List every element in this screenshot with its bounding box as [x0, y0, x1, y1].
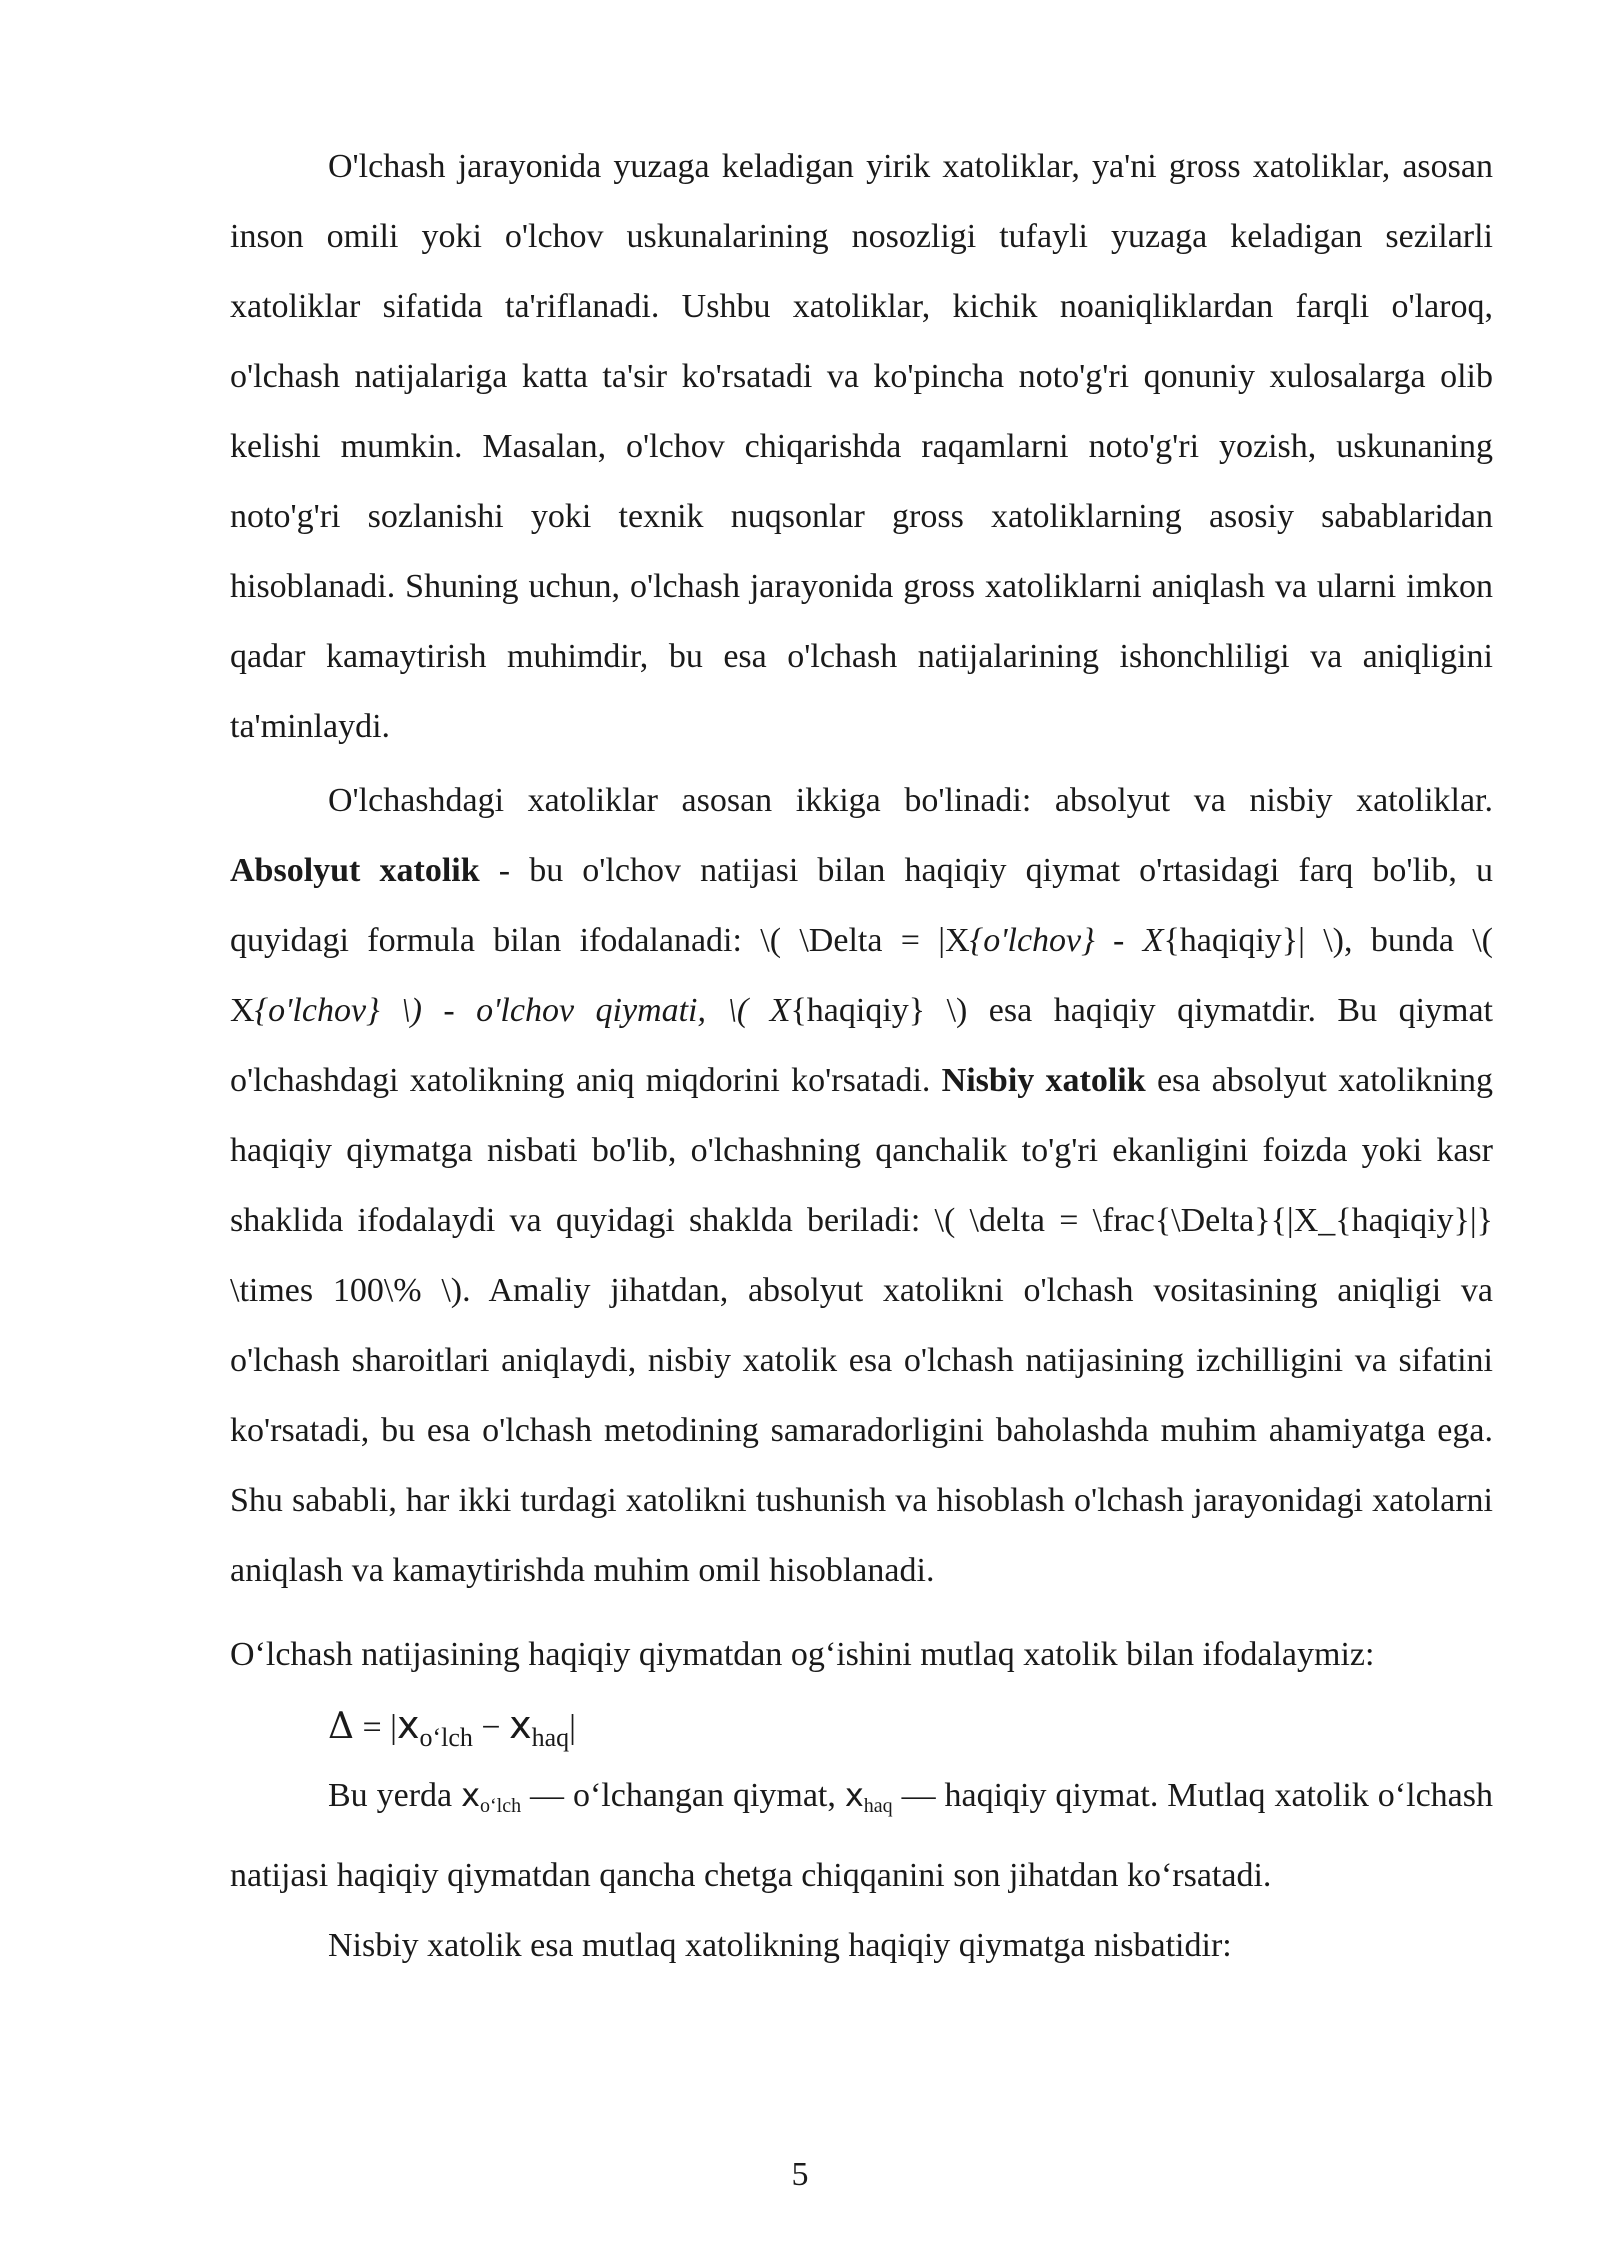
formula-subscript: haq [531, 1723, 570, 1752]
term-absolute-error: Absolyut xatolik [230, 852, 480, 889]
inline-variable: x [844, 1776, 864, 1814]
document-page [230, 132, 1493, 1981]
paragraph-error-types [230, 766, 1493, 1606]
page-number: 5 [791, 2156, 809, 2193]
text-run: Bu yerda [328, 1777, 462, 1814]
inline-variable: x [461, 1776, 480, 1814]
text-run: — o‘lchangan qiymat, [521, 1777, 845, 1814]
absolute-error-formula [230, 1690, 1493, 1760]
text-run: — haqiqiy qiymat. Mutlaq xatolik o‘lchash natijasi haqiqiy qiymatdan qancha chetga chiqqanini son jihatdan ko‘rsatadi. [230, 1777, 1493, 1894]
formula-bar: | [569, 1709, 576, 1746]
text-run: {haqiqiy} \) esa haqiqiy qiymatdir. Bu qiymat o'lchashdagi xatolikning aniq miqdorini ko'rsatadi. [230, 992, 1494, 1099]
text-run: esa absolyut xatolikning haqiqiy qiymatga nisbati bo'lib, o'lchashning qanchalik to'g'ri ekanligini foizda yoki kasr shaklida ifodalaydi va quyidagi shaklda beriladi: \( \delta = \frac{\Delta}{|X_{haqiqiy}|} \times 100\% \). Amaliy jihatdan, absolyut xatolikni o'lchash vositasining aniqligi va o'lchash sharoitlari aniqlaydi, nisbiy xatolik esa o'lchash natijasining izchilligini va sifatini ko'rsatadi, bu esa o'lchash metodining samaradorligini baholashda muhim ahamiyatga ega. Shu sababli, har ikki turdagi xatolikni tushunish va hisoblash o'lchash jarayonidagi xatolarni aniqlash va kamaytirishda muhim omil hisoblanadi. [230, 1062, 1493, 1589]
paragraph-relative-intro: Nisbiy xatolik esa mutlaq xatolikning haqiqiy qiymatga nisbatidir: [328, 1927, 1232, 1964]
inline-subscript: haq [863, 1795, 893, 1817]
formula-minus: − [472, 1709, 510, 1746]
delta-symbol: Δ [328, 1706, 354, 1747]
formula-subscript: o‘lch [419, 1723, 473, 1752]
paragraph-gross-errors: O'lchash jarayonida yuzaga keladigan yirik xatoliklar, ya'ni gross xatoliklar, asosan inson omili yoki o'lchov uskunalarining nosozligi tufayli yuzaga keladigan sezilarli xatoliklar sifatida ta'riflanadi. Ushbu xatoliklar, kichik noaniqliklardan farqli o'laroq, o'lchash natijalariga katta ta'sir ko'rsatadi va ko'pincha noto'g'ri qonuniy xulosalarga olib kelishi mumkin. Masalan, o'lchov chiqarishda raqamlarni noto'g'ri yozish, uskunaning noto'g'ri sozlanishi yoki texnik nuqsonlar gross xatoliklarning asosiy sabablaridan hisoblanadi. Shuning uchun, o'lchash jarayonida gross xatoliklarni aniqlash va ularni imkon qadar kamaytirish muhimdir, bu esa o'lchash natijalarining ishonchliligi va aniqligini ta'minlaydi. [230, 148, 1493, 745]
text-run: O'lchashdagi xatoliklar asosan ikkiga bo'linadi: absolyut va nisbiy xatoliklar. [328, 782, 1493, 819]
text-run: {haqiqiy}| \), bunda \( X [230, 922, 1493, 1029]
italic-run: {o'lchov} \) - o'lchov qiymati, \( X [254, 992, 791, 1029]
paragraph-formula-explanation [230, 1760, 1493, 1911]
italic-run: {o'lchov} - X [969, 922, 1164, 959]
paragraph-absolute-intro: O‘lchash natijasining haqiqiy qiymatdan og‘ishini mutlaq xatolik bilan ifodalaymiz: [230, 1636, 1375, 1673]
formula-equals: = | [354, 1709, 397, 1746]
formula-variable: x [396, 1703, 420, 1747]
term-relative-error: Nisbiy xatolik [941, 1062, 1146, 1099]
formula-variable: x [509, 1703, 532, 1747]
text-run: - bu o'lchov natijasi bilan haqiqiy qiymat o'rtasidagi farq bo'lib, u quyidagi formula bilan ifodalanadi: \( \Delta = |X [230, 852, 1493, 959]
inline-subscript: o‘lch [480, 1795, 522, 1817]
